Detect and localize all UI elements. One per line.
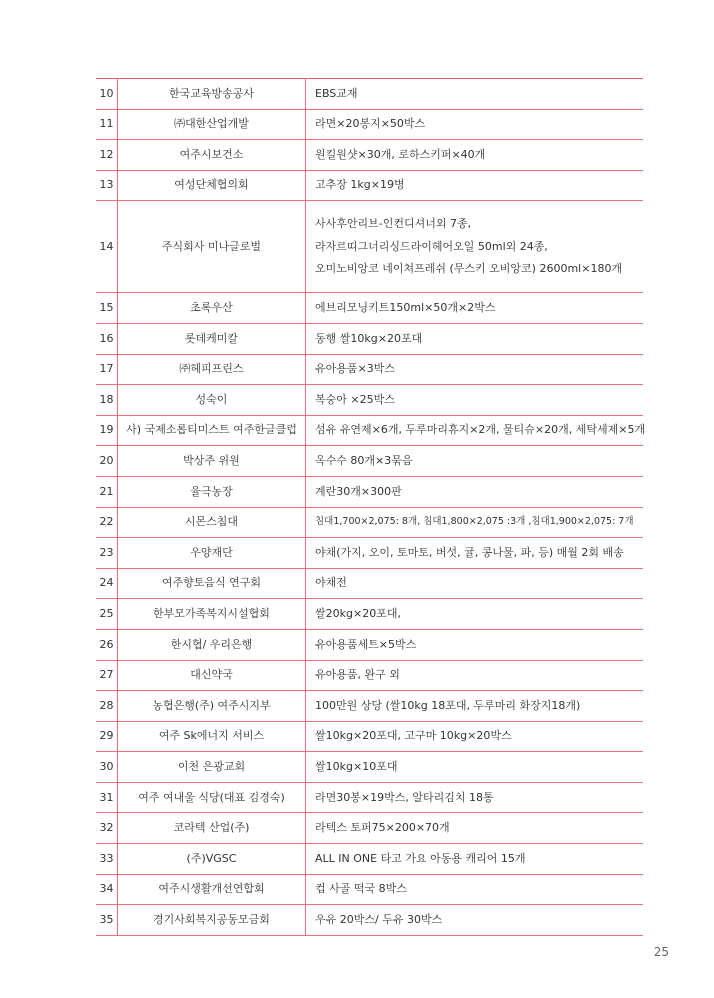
- donor-name: (주)VGSC: [118, 844, 306, 875]
- donated-items: [306, 874, 644, 905]
- donated-item-line: 옥수수 80개×3묶음: [315, 453, 413, 467]
- donated-item-line: 사사후안리브-인컨디셔너외 7종,: [315, 217, 472, 231]
- donor-name: 여주향토음식 연구회: [118, 568, 306, 599]
- donor-name: 여주 Sk에너지 서비스: [118, 721, 306, 752]
- row-number: 21: [96, 476, 118, 507]
- donor-name: 경기사회복지공동모금회: [118, 905, 306, 936]
- donor-name: 성숙이: [118, 385, 306, 416]
- donated-item-line: 컵 사골 떡국 8박스: [315, 882, 407, 896]
- donated-items: [306, 782, 644, 813]
- table-row: [96, 599, 643, 630]
- donated-item-line: 쌀10kg×20포대, 고구마 10kg×20박스: [315, 729, 512, 743]
- donated-items: [306, 354, 644, 385]
- donated-items: [306, 109, 644, 140]
- donated-item-line: 계란30개×300판: [315, 484, 402, 498]
- donated-item-line: 유아용품×3박스: [315, 362, 395, 376]
- row-number: 31: [96, 782, 118, 813]
- table-row: [96, 874, 643, 905]
- table-row: [96, 568, 643, 599]
- table-row: [96, 813, 643, 844]
- donor-name: 롯데케미칼: [118, 323, 306, 354]
- donated-item-line: 복숭아 ×25박스: [315, 392, 395, 406]
- donor-name: 박상주 위원: [118, 446, 306, 477]
- donated-items: [306, 599, 644, 630]
- donor-name: 코라텍 산업(주): [118, 813, 306, 844]
- row-number: 13: [96, 170, 118, 201]
- donated-items: [306, 568, 644, 599]
- row-number: 30: [96, 752, 118, 783]
- donated-item-line: EBS교재: [315, 86, 358, 100]
- donated-items: [306, 660, 644, 691]
- row-number: 22: [96, 507, 118, 538]
- table-row: [96, 629, 643, 660]
- table-row: [96, 721, 643, 752]
- donor-name: 한부모가족복지시설협회: [118, 599, 306, 630]
- row-number: 26: [96, 629, 118, 660]
- table-row: [96, 752, 643, 783]
- donated-items: [306, 140, 644, 171]
- donated-items: [306, 691, 644, 722]
- row-number: 15: [96, 293, 118, 324]
- donated-items: [306, 538, 644, 569]
- donated-items: [306, 629, 644, 660]
- donor-name: 이천 은광교회: [118, 752, 306, 783]
- table-row: [96, 476, 643, 507]
- row-number: 14: [96, 201, 118, 293]
- row-number: 19: [96, 415, 118, 446]
- donated-item-line: 쌀20kg×20포대,: [315, 606, 401, 620]
- donor-name: 여주시보건소: [118, 140, 306, 171]
- donor-name: 주식회사 미나글로벌: [118, 201, 306, 293]
- table-body: [96, 79, 646, 936]
- table-row: [96, 323, 643, 354]
- row-number: 18: [96, 385, 118, 416]
- donated-item-line: 침대1,700×2,075: 8개, 침대1,800×2,075 :3개 ,침대1,900×2,075: 7개: [315, 516, 634, 528]
- donated-items: [306, 905, 644, 936]
- donated-items: [306, 507, 644, 538]
- donated-item-line: 우유 20박스/ 두유 30박스: [315, 912, 443, 926]
- table-row: [96, 354, 643, 385]
- donated-items: [306, 323, 644, 354]
- row-number: 16: [96, 323, 118, 354]
- row-number: 17: [96, 354, 118, 385]
- page-number: 25: [653, 945, 669, 959]
- row-number: 33: [96, 844, 118, 875]
- table-row: [96, 415, 643, 446]
- donated-items: [306, 721, 644, 752]
- donated-item-line: 에브리모닝키트150ml×50개×2박스: [315, 301, 496, 315]
- donated-item-line: 라텍스 토퍼75×200×70개: [315, 821, 450, 835]
- row-number: 29: [96, 721, 118, 752]
- row-number: 12: [96, 140, 118, 171]
- donated-items: [306, 476, 644, 507]
- table-row: [96, 844, 643, 875]
- donated-items: [306, 813, 644, 844]
- donated-item-line: 야채전: [315, 576, 347, 590]
- row-number: 11: [96, 109, 118, 140]
- table-row: [96, 507, 643, 538]
- donated-items: [306, 415, 644, 446]
- donated-item-line: 라면30봉×19박스, 알타리김치 18통: [315, 790, 494, 804]
- table-row: [96, 782, 643, 813]
- donor-name: 여성단체협의회: [118, 170, 306, 201]
- donor-name: 초록우산: [118, 293, 306, 324]
- donated-item-line: 오미노비앙코 네이쳐프레쉬 (무스키 오비앙코) 2600ml×180개: [315, 262, 623, 276]
- row-number: 25: [96, 599, 118, 630]
- donated-items: [306, 201, 644, 293]
- row-number: 28: [96, 691, 118, 722]
- donor-name: 농협은행(주) 여주시지부: [118, 691, 306, 722]
- donated-item-line: 야채(가지, 오이, 토마토, 버섯, 귤, 콩나물, 파, 등) 매월 2회 배송: [315, 545, 624, 559]
- table-row: [96, 660, 643, 691]
- table-row: [96, 109, 643, 140]
- donated-items: [306, 752, 644, 783]
- donated-items: [306, 79, 644, 110]
- donated-item-line: 라자르띠그너리싱드라이헤어오일 50ml외 24종,: [315, 239, 548, 253]
- table-row: [96, 385, 643, 416]
- donated-items: [306, 446, 644, 477]
- donated-items: [306, 844, 644, 875]
- row-number: 32: [96, 813, 118, 844]
- donated-item-line: 고추장 1kg×19병: [315, 178, 405, 192]
- donor-name: 사) 국제소롭티미스트 여주한글클럽: [118, 415, 306, 446]
- donated-item-line: 유아용품세트×5박스: [315, 637, 417, 651]
- table-row: [96, 140, 643, 171]
- donated-item-line: 100만원 상당 (쌀10kg 18포대, 두루마리 화장지18개): [315, 698, 581, 712]
- donor-name: 여주 여내울 식당(대표 김경숙): [118, 782, 306, 813]
- donor-name: ㈜헤피프린스: [118, 354, 306, 385]
- donated-item-line: 쌀10kg×10포대: [315, 759, 398, 773]
- row-number: 34: [96, 874, 118, 905]
- table-row: [96, 79, 643, 110]
- donated-item-line: 라면×20봉지×50박스: [315, 117, 426, 131]
- row-number: 35: [96, 905, 118, 936]
- donor-name: ㈜대한산업개발: [118, 109, 306, 140]
- donor-name: 여주시생활개선연합회: [118, 874, 306, 905]
- row-number: 24: [96, 568, 118, 599]
- donated-item-line: ALL IN ONE 타고 가요 아동용 캐리어 15개: [315, 851, 526, 865]
- donor-name: 한시협/ 우리은행: [118, 629, 306, 660]
- row-number: 20: [96, 446, 118, 477]
- donated-item-line: 동행 쌀10kg×20포대: [315, 331, 423, 345]
- table-row: [96, 293, 643, 324]
- donor-name: 대신약국: [118, 660, 306, 691]
- table-row: [96, 691, 643, 722]
- donated-items: [306, 170, 644, 201]
- table-row: [96, 170, 643, 201]
- donated-items: [306, 385, 644, 416]
- row-number: 27: [96, 660, 118, 691]
- donor-name: 시몬스침대: [118, 507, 306, 538]
- donor-name: 율극농장: [118, 476, 306, 507]
- donated-items: [306, 293, 644, 324]
- table-row: [96, 446, 643, 477]
- table-row: [96, 905, 643, 936]
- donor-name: 우양재단: [118, 538, 306, 569]
- donated-item-line: 원킬원샷×30개, 로하스키퍼×40개: [315, 147, 486, 161]
- row-number: 23: [96, 538, 118, 569]
- table-row: [96, 538, 643, 569]
- donated-item-line: 섬유 유연제×6개, 두루마리휴지×2개, 물티슈×20개, 세탁세제×5개: [315, 423, 646, 437]
- donor-name: 한국교육방송공사: [118, 79, 306, 110]
- donation-table: [96, 78, 646, 936]
- donated-item-line: 유아용품, 완구 외: [315, 668, 400, 682]
- table-row: [96, 201, 643, 293]
- row-number: 10: [96, 79, 118, 110]
